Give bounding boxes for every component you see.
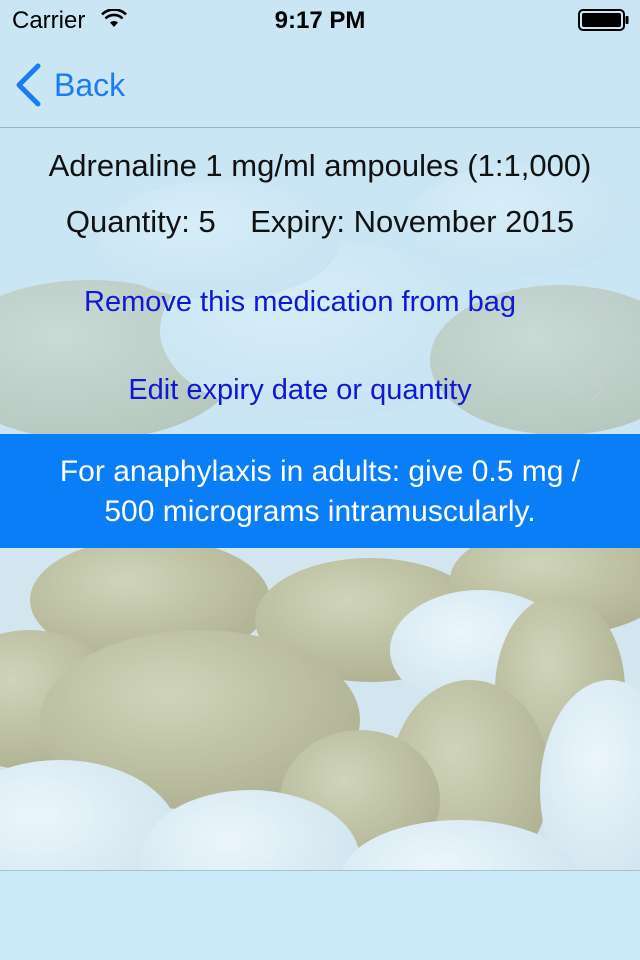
chevron-right-icon xyxy=(590,378,604,402)
dosage-info-banner xyxy=(0,434,640,548)
navigation-bar xyxy=(0,40,640,128)
remove-medication-row[interactable] xyxy=(0,272,640,332)
clock-time: 9:17 PM xyxy=(274,7,366,34)
dosage-info-line-1: For anaphylaxis in adults: give 0.5 mg / xyxy=(59,455,581,488)
dosage-info-line-2: 500 micrograms intramuscularly. xyxy=(104,495,536,528)
chevron-left-icon xyxy=(14,63,42,107)
bottom-toolbar xyxy=(0,870,640,960)
carrier-label: Carrier xyxy=(12,7,86,34)
chevron-right-icon xyxy=(590,290,604,314)
edit-expiry-label: Edit expiry date or quantity xyxy=(128,374,472,406)
back-label: Back xyxy=(54,66,126,103)
back-button[interactable] xyxy=(14,62,125,108)
battery-icon xyxy=(578,9,630,31)
medication-quantity-expiry: Quantity: 5 Expiry: November 2015 xyxy=(65,204,575,239)
edit-expiry-row[interactable] xyxy=(0,360,640,420)
status-bar xyxy=(0,0,640,40)
medication-name: Adrenaline 1 mg/ml ampoules (1:1,000) xyxy=(48,148,592,183)
remove-medication-label: Remove this medication from bag xyxy=(84,286,516,318)
